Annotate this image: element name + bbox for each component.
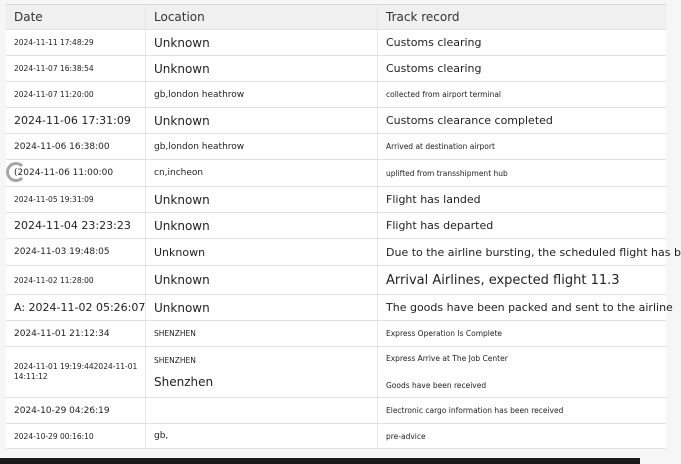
table-row xyxy=(6,239,681,266)
cell-date: 2024-10-29 00:16:10 xyxy=(6,424,146,448)
cell-date: 2024-11-06 17:31:09 xyxy=(6,108,146,133)
cell-date: 2024-10-29 04:26:19 xyxy=(6,398,146,423)
table-row xyxy=(6,187,666,213)
cell-location: Unknown xyxy=(146,108,378,133)
cell-date: 2024-11-02 11:28:00 xyxy=(6,266,146,294)
bottom-edge-bar xyxy=(0,458,640,464)
cell-location: Unknown xyxy=(146,30,378,55)
cell-record: Flight has departed xyxy=(386,219,494,232)
cell-date: 2024-11-04 23:23:23 xyxy=(6,213,146,238)
cell-location: gb, xyxy=(146,424,378,448)
table-row xyxy=(6,82,666,108)
cell-record: Customs clearing xyxy=(386,36,482,49)
cell-record: The goods have been packed and sent to the airline xyxy=(386,301,673,314)
cell-record: Customs clearance completed xyxy=(386,114,553,127)
cell-record: collected from airport terminal xyxy=(386,90,502,99)
table-row xyxy=(6,295,673,321)
cell-location-secondary: Shenzhen xyxy=(154,374,214,389)
cell-location: Unknown xyxy=(146,213,378,238)
cell-date: A: 2024-11-02 05:26:07 xyxy=(6,295,146,320)
table-row xyxy=(6,134,666,160)
cell-record: Express Operation Is Complete xyxy=(386,329,503,338)
cell-location: Unknown xyxy=(146,239,378,265)
cell-date: 2024-11-03 19:48:05 xyxy=(6,239,146,265)
table-row xyxy=(6,30,666,56)
loading-spinner-icon xyxy=(6,162,26,182)
cell-location xyxy=(146,398,378,423)
cell-date: 2024-11-11 17:48:29 xyxy=(6,30,146,55)
cell-record: Due to the airline bursting, the scheduled flight has b xyxy=(386,245,681,259)
cell-date: 2024-11-07 11:20:00 xyxy=(6,82,146,107)
cell-location: gb,london heathrow xyxy=(146,82,378,107)
header-location: Location xyxy=(146,5,378,29)
table-row xyxy=(6,213,666,239)
cell-date: 2024-11-07 16:38:54 xyxy=(6,56,146,81)
cell-date: 2024-11-01 21:12:34 xyxy=(6,321,146,346)
cell-date: 2024-11-06 16:38:00 xyxy=(6,134,146,159)
table-row xyxy=(6,266,666,295)
cell-location: SHENZHEN xyxy=(146,321,378,346)
cell-location: Unknown xyxy=(146,266,378,294)
tracking-table xyxy=(6,4,681,449)
cell-location: cn,incheon xyxy=(146,160,378,186)
table-header-row xyxy=(6,5,666,30)
cell-record: Arrival Airlines, expected flight 11.3 xyxy=(386,272,620,288)
cell-date: 2024-11-01 19:19:442024-11-01 14:11:12 xyxy=(6,347,146,397)
table-row xyxy=(6,108,666,134)
cell-location: Unknown xyxy=(146,56,378,81)
table-row xyxy=(6,56,666,82)
table-row xyxy=(6,160,666,187)
cell-location: Unknown xyxy=(146,187,378,212)
cell-location xyxy=(146,347,378,397)
table-row xyxy=(6,398,666,424)
cell-record-secondary: Goods have been received xyxy=(386,381,487,390)
cell-location: gb,london heathrow xyxy=(146,134,378,159)
cell-date: 2024-11-05 19:31:09 xyxy=(6,187,146,212)
cell-date: (2024-11-06 11:00:00 xyxy=(6,160,146,186)
cell-record: Flight has landed xyxy=(386,193,481,206)
cell-record-primary: Express Arrive at The Job Center xyxy=(386,354,508,363)
cell-record xyxy=(378,347,666,397)
cell-record: pre-advice xyxy=(386,431,426,441)
header-track-record: Track record xyxy=(386,10,460,24)
cell-record: Arrived at destination airport xyxy=(386,142,495,151)
cell-location-primary: SHENZHEN xyxy=(154,355,196,365)
table-row xyxy=(6,424,666,449)
cell-location: Unknown xyxy=(146,295,378,320)
cell-record: Electronic cargo information has been received xyxy=(386,406,564,415)
table-row xyxy=(6,347,666,398)
table-row xyxy=(6,321,666,347)
cell-record: uplifted from transshipment hub xyxy=(386,168,508,178)
header-date: Date xyxy=(6,5,146,29)
cell-record: Customs clearing xyxy=(386,62,482,75)
